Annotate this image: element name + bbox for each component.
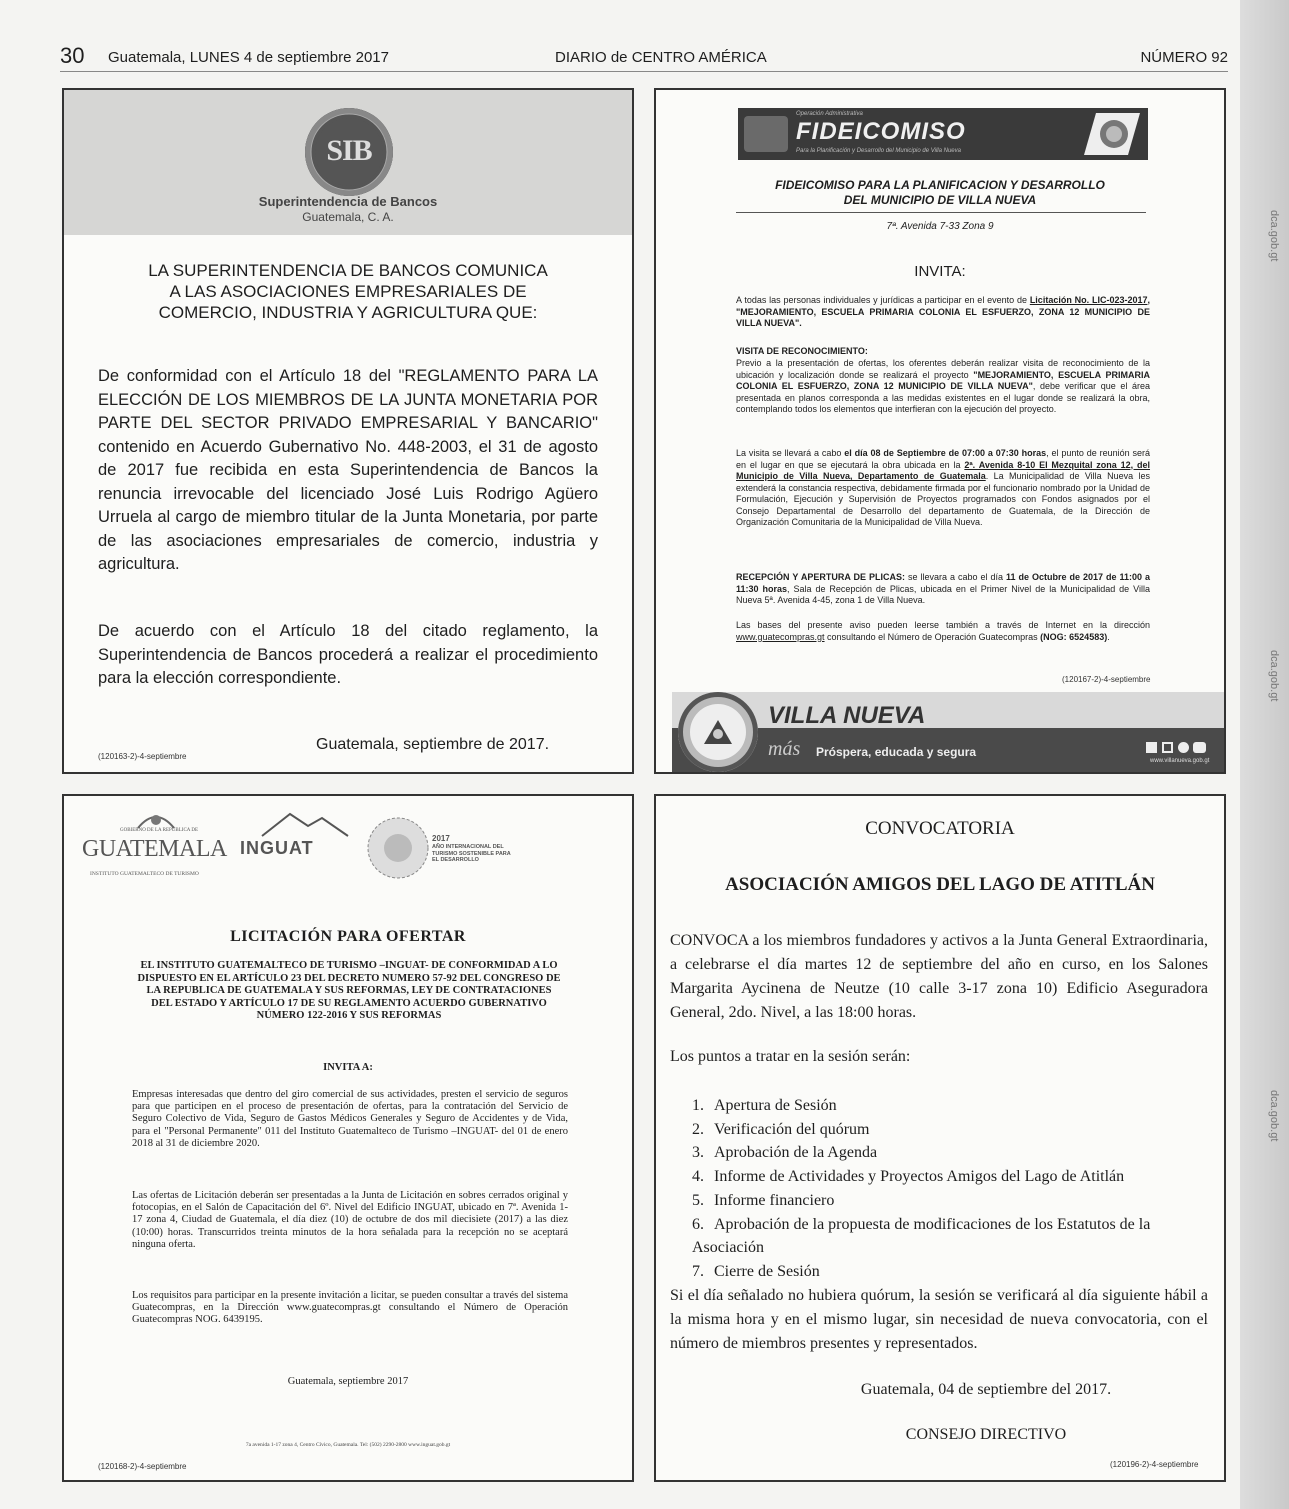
- fideicomiso-recep-c: 11 de Octubre de 2017 de 11:00 a 11:30 horas: [736, 572, 1150, 594]
- newspaper-name: DIARIO de CENTRO AMÉRICA: [555, 49, 767, 66]
- atitlan-signature: CONSEJO DIRECTIVO: [905, 1426, 1067, 1443]
- villa-nueva-url[interactable]: www.villanueva.gob.gt: [1150, 758, 1210, 764]
- villa-nueva-mas: más: [768, 738, 801, 760]
- atitlan-paragraph-2: Si el día señalado no hubiera quórum, la sesión se verificará al día siguiente hábil a la misma hora y en el mismo lugar, sin necesidad de nueva convocatoria, con el número de miembros presentes y representados.: [670, 1287, 1208, 1352]
- inguat-title: LICITACIÓN PARA OFERTAR: [230, 928, 466, 945]
- agenda-item: 6. Aprobación de la propuesta de modificaciones de los Estatutos de la Asociación: [692, 1215, 1151, 1257]
- sib-seal-text: SIB: [326, 134, 372, 167]
- agenda-item: 1. Apertura de Sesión: [692, 1097, 837, 1114]
- youtube-icon[interactable]: [1193, 742, 1206, 753]
- inguat-mountain-icon: [260, 808, 350, 838]
- fideicomiso-intro-c: , "MEJORAMIENTO, ESCUELA PRIMARIA COLONIA EL ESFUERZO, ZONA 12 MUNICIPIO DE VILLA NUEVA".: [736, 295, 1150, 328]
- villa-nueva-footer: [672, 692, 1224, 772]
- fideicomiso-visit2-d: 2ª. Avenida 8-10 El Mezquital zona 12, del Municipio de Villa Nueva, Departamento de Guatemala: [736, 459, 1151, 481]
- tourism-year-emblem-icon: [364, 814, 432, 882]
- inguat-signoff: Guatemala, septiembre 2017: [287, 1376, 409, 1387]
- adjacent-page-strip: [1240, 0, 1289, 1509]
- villa-nueva-seal-emblem-icon: [700, 714, 736, 750]
- fideicomiso-visita-title: VISITA DE RECONOCIMIENTO:: [736, 346, 868, 356]
- social-icons: [1146, 742, 1206, 756]
- gov-big: GUATEMALA: [82, 836, 227, 862]
- sib-heading: LA SUPERINTENDENCIA DE BANCOS COMUNICA A LAS ASOCIACIONES EMPRESARIALES DE COMERCIO, INDUSTRIA Y AGRICULTURA QUE:: [148, 261, 548, 322]
- issue-number: NÚMERO 92: [1140, 49, 1228, 66]
- atitlan-paragraph-1: CONVOCA a los miembros fundadores y activos a la Junta General Extraordinaria, a celebrarse el día martes 12 de septiembre del año en curso, en los Salones Margarita Aycinena de Neutze (10 calle 3-17 zona 10) Edificio Aseguradora General, 2do. Nivel, a las 18:00 horas.: [670, 932, 1208, 1021]
- agenda-item: 5. Informe financiero: [692, 1191, 835, 1209]
- fideicomiso-visita-a: Previo a la presentación de ofertas, los oferentes deberán realizar visita de reconocimiento de la ubicación y localización donde se realizará el proyecto: [736, 358, 1150, 380]
- atitlan-puntos: Los puntos a tratar en la sesión serán:: [670, 1048, 911, 1065]
- tourism-year-text: AÑO INTERNACIONAL DEL TURISMO SOSTENIBLE PARA EL DESARROLLO: [432, 844, 511, 863]
- inguat-paragraph-3: Los requisitos para participar en la presente invitación a licitar, se pueden consultar a través del sistema Guatecompras, en la Dirección www.guatecompras.gt consultando el Número de Operación Guatecompras NOG. 6439195.: [132, 1290, 568, 1326]
- fideicomiso-rule: [736, 212, 1146, 213]
- fideicomiso-title-2: DEL MUNICIPIO DE VILLA NUEVA: [843, 193, 1037, 207]
- agenda-item: 2. Verificación del quórum: [692, 1120, 870, 1138]
- sib-signoff: Guatemala, septiembre de 2017.: [316, 736, 550, 753]
- fideicomiso-bases-e: .: [1107, 631, 1110, 642]
- inguat-paragraph-2: Las ofertas de Licitación deberán ser presentadas a la Junta de Licitación en sobres cerrados original y fotocopias, en el Salón de Capacitación del 6º. Nivel del Edificio INGUAT, ubicado en 7ª. Avenida 1-17 zona 4, Ciudad de Guatemala, el día diez (10) de octubre de dos mil diecisiete (2017) a las diez (10:00) horas. Transcurridos treinta minutos de la hora señalada para la recepción no se aceptará ninguna oferta.: [132, 1190, 568, 1250]
- atitlan-notice: [654, 794, 1226, 1482]
- fideicomiso-address: 7ª. Avenida 7-33 Zona 9: [886, 221, 994, 232]
- fideicomiso-bases: [736, 620, 1150, 643]
- fideicomiso-visita-c: , debe verificar que el área presentada en planos corresponda a las medidas existentes en el lugar donde se realizará la obra, contemplando todos los elementos que interfieran con la ejecución del proyecto.: [736, 381, 1150, 414]
- issue-date: Guatemala, LUNES 4 de septiembre 2017: [108, 49, 389, 66]
- twitter-icon[interactable]: [1178, 742, 1189, 753]
- atitlan-agenda-list: [692, 1094, 1212, 1284]
- fideicomiso-recep-d: , Sala de Recepción de Plicas, ubicada en el Primer Nivel de la Municipalidad de Villa Nueva 5ª. Avenida 4-45, zona 1 de Villa Nueva.: [736, 583, 1150, 605]
- fideicomiso-bases-d: (NOG: 6524583): [1040, 631, 1108, 642]
- fideicomiso-notice: [654, 88, 1226, 774]
- agenda-item: 3. Aprobación de la Agenda: [692, 1144, 878, 1162]
- side-label: dca.gob.gt: [1268, 1090, 1280, 1142]
- fideicomiso-bases-link[interactable]: www.guatecompras.gt: [736, 631, 825, 642]
- inguat-brand: INGUAT: [240, 838, 314, 858]
- agenda-item: 4. Informe de Actividades y Proyectos Amigos del Lago de Atitlán: [692, 1168, 1125, 1186]
- fideicomiso-recep-a: RECEPCIÓN Y APERTURA DE PLICAS:: [736, 572, 905, 582]
- page-number: 30: [60, 43, 85, 68]
- atitlan-title: CONVOCATORIA: [865, 818, 1015, 839]
- sib-seal: [305, 108, 393, 196]
- sib-paragraph-2: De acuerdo con el Artículo 18 del citado reglamento, la Superintendencia de Bancos procederá a realizar el procedimiento para la elección correspondiente.: [98, 622, 598, 687]
- side-label: dca.gob.gt: [1268, 650, 1280, 702]
- sib-reference: (120163-2)-4-septiembre: [98, 752, 187, 761]
- fideicomiso-visit-details: [736, 448, 1150, 529]
- municipal-seal-icon: [1084, 113, 1140, 155]
- side-label: dca.gob.gt: [1268, 210, 1280, 262]
- atitlan-org: ASOCIACIÓN AMIGOS DEL LAGO DE ATITLÁN: [725, 874, 1155, 895]
- inguat-paragraph-1: Empresas interesadas que dentro del giro comercial de sus actividades, presten el servicio de seguros para que participen en el proceso de presentación de ofertas, para la contratación del Servicio de Seguro Colectivo de Vida, Seguro de Gastos Médicos Generales y Seguro de Accidentes y de Vida, para el "Personal Permanente" 011 del Instituto Guatemalteco de Turismo –INGUAT- del 01 de enero 2018 al 31 de diciembre 2020.: [132, 1089, 568, 1149]
- sib-org-name: Superintendencia de Bancos: [258, 194, 438, 209]
- instagram-icon[interactable]: [1162, 742, 1173, 753]
- fideicomiso-visita: [736, 358, 1150, 416]
- atitlan-date: Guatemala, 04 de septiembre del 2017.: [860, 1381, 1112, 1398]
- fideicomiso-banner-sub: Para la Planificación y Desarrollo del Municipio de Villa Nueva: [796, 148, 961, 154]
- fideicomiso-reception: [736, 572, 1150, 607]
- fideicomiso-title-1: FIDEICOMISO PARA LA PLANIFICACION Y DESARROLLO: [775, 178, 1105, 192]
- tourism-year: 2017: [432, 834, 450, 843]
- fideicomiso-banner: [738, 108, 1148, 160]
- sib-seal-ring-icon: [305, 108, 393, 196]
- agenda-item: 7. Cierre de Sesión: [692, 1262, 820, 1280]
- fideicomiso-intro-b: Licitación No. LIC-023-2017: [1029, 295, 1148, 305]
- fideicomiso-visita-b: "MEJORAMIENTO, ESCUELA PRIMARIA COLONIA EL ESFUERZO, ZONA 12 MUNICIPIO DE VILLA NUEVA": [736, 369, 1150, 391]
- sib-city: Guatemala, C. A.: [302, 210, 394, 224]
- fideicomiso-visit2-b: el día 08 de Septiembre de 07:00 a 07:30 horas: [844, 448, 1047, 458]
- villa-nueva-seal-icon: [678, 692, 758, 772]
- inguat-intro: EL INSTITUTO GUATEMALTECO DE TURISMO –INGUAT- DE CONFORMIDAD A LO DISPUESTO EN EL ARTÍCULO 23 DEL DECRETO NUMERO 57-92 DEL CONGRESO DE LA REPUBLICA DE GUATEMALA Y SUS REFORMAS, LEY DE CONTRATACIONES DEL ESTADO Y ARTÍCULO 17 DE SU REGLAMENTO ACUERDO GUBERNATIVO NÚMERO 122-2016 Y SUS REFORMAS: [137, 960, 561, 1021]
- villa-nueva-name: VILLA NUEVA: [768, 702, 926, 729]
- fideicomiso-visit2-e: . La Municipalidad de Villa Nueva les extenderá la constancia respectiva, debidamente firmada por el funcionario nombrado por la Unidad de Formulación, Ejecución y Supervisión de Proyectos programados con Fondos asignados por el Consejo Departamental de Desarrollo del departamento de Guatemala, de la Dirección de Organización Comunitaria de la Municipalidad de Villa Nueva.: [736, 471, 1150, 527]
- fideicomiso-recep-b: se llevara a cabo el día: [904, 572, 1006, 582]
- fideicomiso-intro: [736, 295, 1150, 330]
- fideicomiso-bases-c: consultando el Número de Operación Guatecompras: [824, 631, 1041, 642]
- facebook-icon[interactable]: [1146, 742, 1157, 753]
- atitlan-reference: (120196-2)-4-septiembre: [1110, 1460, 1199, 1469]
- fideicomiso-banner-title: FIDEICOMISO: [796, 118, 966, 145]
- fideicomiso-banner-small: Operación Administrativa: [796, 111, 863, 117]
- fideicomiso-banner-logo: [744, 116, 788, 152]
- guatemala-coat-of-arms-icon: [136, 806, 176, 830]
- fideicomiso-visit2-c: , el punto de reunión será en el lugar en que se ejecutará la obra ubicada en la: [736, 448, 1150, 470]
- sib-paragraph-1: De conformidad con el Artículo 18 del "REGLAMENTO PARA LA ELECCIÓN DE LOS MIEMBROS DE LA JUNTA MONETARIA POR PARTE DEL SECTOR PRIVADO EMPRESARIAL Y BANCARIO" contenido en Acuerdo Gubernativo No. 448-2003, el 31 de agosto de 2017 fue recibida en esta Superintendencia de Bancos la renuncia irrevocable del licenciado José Luis Rodrigo Agüero Urruela al cargo de miembro titular de la Junta Monetaria, por parte de las asociaciones empresariales de comercio, industria y agricultura.: [98, 367, 598, 573]
- gov-small: GOBIERNO DE LA REPÚBLICA DE: [119, 828, 199, 833]
- gov-sub: INSTITUTO GUATEMALTECO DE TURISMO: [90, 871, 199, 877]
- inguat-notice: [62, 794, 634, 1482]
- fideicomiso-intro-a: A todas las personas individuales y jurídicas a participar en el evento de: [736, 295, 1030, 305]
- fideicomiso-visit2-a: La visita se llevará a cabo: [736, 448, 845, 458]
- page-header: [60, 45, 1228, 72]
- inguat-invita: INVITA A:: [323, 1062, 373, 1073]
- fideicomiso-invita: INVITA:: [914, 263, 966, 280]
- villa-nueva-slogan: Próspera, educada y segura: [816, 745, 977, 759]
- sib-notice: [62, 88, 634, 774]
- inguat-footer: 7a avenida 1-17 zona 4, Centro Cívico, Guatemala. Tel: (502) 2290-2800 www.inguat.gob.gt: [245, 1442, 451, 1448]
- fideicomiso-reference: (120167-2)-4-septiembre: [1062, 675, 1151, 684]
- fideicomiso-bases-a: Las bases del presente aviso pueden leerse también a través de Internet en la dirección: [736, 620, 1150, 630]
- inguat-reference: (120168-2)-4-septiembre: [98, 1462, 187, 1471]
